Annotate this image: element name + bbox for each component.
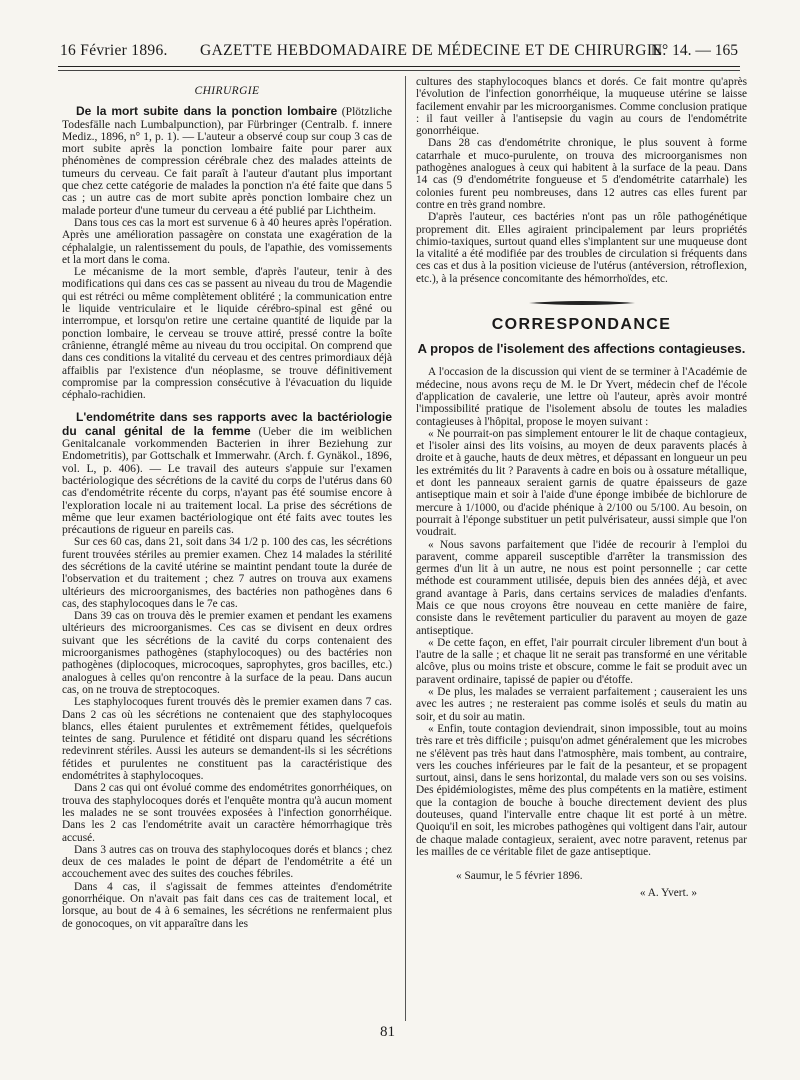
paragraph: Le mécanisme de la mort semble, d'après l'auteur, tenir à des modifications qui dans ces cas se passent au niveau du trou de Magendie qui est rétréci ou même complètement oblitéré ; la communication entre le liquide ventriculaire et le liquide cérébro-spinal est gêné ou interrompue, et lorsqu'on retire une certaine quantité de liquide par la ponction lombaire, le cerveau se trouve attiré, pressé contre la boîte crânienne, étranglé même au niveau du trou occipital. On comprend que dans ces conditions la vitalité du cerveau et des centres primordiaux déjà affaiblis par l'existence d'un néoplasme, se trouve définitivement compromise par la compression consécutive à l'évacuation du liquide céphalo-rachidien.	[62, 266, 392, 402]
article-2	[62, 411, 392, 536]
letter-date: « Saumur, le 5 février 1896.	[456, 870, 583, 883]
article-1-title: De la mort subite dans la ponction lombaire	[76, 104, 338, 119]
paragraph: Sur ces 60 cas, dans 21, soit dans 34 1/2 p. 100 des cas, les sécrétions furent trouvées stériles au premier examen. Chez 14 malades la stérilité des sécrétions de la cavité utérine se maintint pendant toute la durée de l'observation et du traitement ; chez 7 autres on trouva aux examens ultérieurs des microorganismes, des bactéries non pathogènes dans 6 cas, des staphylocoques dans le 7e cas.	[62, 536, 392, 610]
quote-paragraph: « Ne pourrait-on pas simplement entourer le lit de chaque contagieux, et l'isoler ainsi des lits voisins, au moyen de deux paravents placés à droite et à gauche, hauts de deux mètres, et dépassant en longueur un peu les extrémités du lit ? Paravents à cadre en bois ou à ossature métallique, et dont les panneaux seraient garnis de quatre épaisseurs de gaze antiseptique main et soir à l'aide d'une éponge imbibée de bichlorure de mercure à 1/1000, ou d'acide phénique à 2/100 ou 5/100. Au besoin, on pourrait à l'éponge substituer un petit pulvérisateur, aussi simple que l'on voudrait.	[416, 427, 747, 539]
quote-paragraph: « Nous savons parfaitement que l'idée de recourir à l'emploi du paravent, comme appareil susceptible d'arrêter la transmission des germes d'un lit à un autre, ne nous est point personnelle ; car cette méthode est couramment utilisée, depuis bien des années déjà, et avec grand avantage à Paris, dans certains services de maladies d'enfants. Mais ce que nous croyons être nouveau en cette manière de faire, consiste dans le revêtement particulier du paravent au moyen de gaze antiseptique.	[416, 538, 747, 637]
paragraph: Dans 2 cas qui ont évolué comme des endométrites gonorrhéiques, on trouva des staphylocoques dorés et l'enquête montra qu'à aucun moment les malades ne se sont trouvées exposées à l'infection gonorrhéique. Dans les 2 cas l'endométrite avait un caractère hémorrhagique très accusé.	[62, 782, 392, 844]
header-issue-number: N° 14. — 165	[650, 42, 738, 59]
article-1-lead: (Plötzliche Todesfälle nach Lumbalpunction), par Fürbringer (Centralb. f. innere Mediz., 1896, n° 1, p. 1). — L'auteur a observé coup sur coup 3 cas de mort subite après la ponction lombaire faite pour parer aux phénomènes de compression cérébrale chez des malades atteints de tumeurs du cerveau. Ce fait paraît à l'auteur d'autant plus important que chez cette catégorie de malades la ponction n'a été faite que dans 5 cas ; un autre cas de mort subite après ponction lombaire chez un malade porteur d'une tumeur du cerveau a été publié par Lichtheim.	[62, 105, 392, 217]
decorative-ornament	[416, 299, 747, 307]
article-1	[62, 105, 392, 217]
running-header	[60, 42, 738, 64]
header-journal-title: GAZETTE HEBDOMADAIRE DE MÉDECINE ET DE CHIRURGIE.	[200, 42, 667, 59]
header-date: 16 Février 1896.	[60, 42, 168, 59]
ornament-rule-icon	[527, 299, 637, 307]
paragraph: Dans 28 cas d'endométrite chronique, le plus souvent à forme catarrhale et muco-purulente, on trouva des microorganismes non pathogènes analogues à ceux qui habitent à la surface de la peau. Dans 14 cas (9 d'endométrite fongueuse et 5 d'endométrite catarrhale) les colonies furent peu nombreuses, dans 12 autres cas elles furent par contre en très grand nombre.	[416, 137, 747, 211]
letter-signature: « A. Yvert. »	[639, 886, 697, 899]
correspondance-subtitle: A propos de l'isolement des affections contagieuses.	[417, 341, 746, 357]
article-2-title: L'endométrite dans ses rapports avec la bactériologie du canal génital de la femme	[62, 410, 392, 438]
paragraph: Dans 39 cas on trouva dès le premier examen et pendant les examens ultérieurs des microorganismes. Ces cas se divisent en deux ordres suivant que les sécrétions de la cavité du corps contenaient des microorganismes pathogènes (staphylocoques) ou des bactéries non pathogènes (diplocoques, microcoques, saprophytes, gros bacilles, etc.) analogues à celles qu'on rencontre à la surface de la peau. Dans aucun cas, on ne trouva de streptocoques.	[62, 610, 392, 696]
left-column	[62, 78, 392, 930]
section-heading: CHIRURGIE	[194, 85, 260, 97]
header-rule	[58, 66, 740, 67]
paragraph: Dans tous ces cas la mort est survenue 6 à 40 heures après l'opération. Après une amélioration passagère on constata une exagération de la céphalalgie, un ralentissement du pouls, de l'apathie, des vomissements et la mort dans le coma.	[62, 216, 392, 266]
paragraph: Dans 4 cas, il s'agissait de femmes atteintes d'endométrite gonorrhéique. On n'avait pas fait dans ces cas de traitement local, et lorsque, au bout de 4 à 6 semaines, les sécrétions ne renfermaient plus de gonocoques, on vit apparaître dans les	[62, 880, 392, 930]
paragraph: A l'occasion de la discussion qui vient de se terminer à l'Académie de médecine, nous avons reçu de M. le Dr Yvert, médecin chef de l'école d'application de cavalerie, une lettre où l'auteur, après avoir montré l'impossibilité pratique de l'isolement absolu de toutes les maladies contagieuses à l'hôpital, propose le moyen suivant :	[416, 366, 747, 428]
paragraph: Dans 3 autres cas on trouva des staphylocoques dorés et blancs ; chez deux de ces malades le point de départ de l'endométrite a été un accouchement avec des suites des couches fébriles.	[62, 843, 392, 881]
header-rule-thin	[58, 70, 740, 71]
paragraph-continued: cultures des staphylocoques blancs et dorés. Ce fait montre qu'après l'évolution de l'infection gonorrhéique, la muqueuse utérine se laisse facilement envahir par les microorganismes. Comme conclusion pratique : il faut veiller à l'antisepsie du vagin au cours de l'endométrite gonorrhéique.	[416, 76, 747, 138]
quote-paragraph: « De plus, les malades se verraient parfaitement ; causeraient les uns avec les autres ; ne resteraient pas comme isolés et seuls du matin au soir, et du soir au matin.	[416, 686, 747, 723]
page-folio: 81	[380, 1024, 395, 1040]
quote-paragraph: « De cette façon, en effet, l'air pourrait circuler librement d'un bout à l'autre de la salle ; et chaque lit ne serait pas transformé en une véritable alcôve, plus ou moins triste et obscure, comme le fait se produit avec un paravent ordinaire, tapissé de papier ou d'étoffe.	[416, 636, 747, 686]
column-divider	[405, 76, 406, 1021]
quote-paragraph: « Enfin, toute contagion deviendrait, sinon impossible, tout au moins très rare et très difficile ; puisqu'on admet généralement que les microbes ne s'élèvent pas très haut dans l'atmosphère, mais tombent, au contraire, vers les couches inférieures par le fait de la pesanteur, et se propagent surtout, ainsi, dans le sens horizontal, du malade vers son ou ses voisins. Des épidémiologistes, même des plus compétents en la matière, estiment que la contagion de bouche à bouche directement devient des plus douteuses, quand l'intervalle entre chaque lit est porté à un mètre. Quoiqu'il en soit, les microbes pathogènes qui voltigent dans l'air, autour de chaque malade contagieux, seraient, avec notre paravent, retenus par les mailles de ce véritable filet de gaze antiseptique.	[416, 722, 747, 858]
article-2-lead: (Ueber die im weiblichen Genitalcanale vorkommenden Bacterien in ihrer Beziehung zur Endometritis), par Gottschalk et Immerwahr. (Arch. f. Gynäkol., 1896, vol. L, p. 406). — Le travail des auteurs s'appuie sur l'examen bactériologique des sécrétions de la cavité du corps de l'utérus dans 60 cas d'endométrite récente du corps, n'ayant pas été soumise encore à l'exploration locale ni au traitement local. La prise des sécrétions de même que leur examen bactériologique ont été faits avec toutes les précautions de rigueur en pareils cas.	[62, 424, 392, 537]
right-column	[416, 76, 747, 899]
paragraph: Les staphylocoques furent trouvés dès le premier examen dans 7 cas. Dans 2 cas où les sécrétions ne contenaient que des staphylocoques blancs, elles étaient purulentes et extrêmement fétides, quelquefois teintes de sang. Purulence et fétidité ont disparu quand les sécrétions redevinrent stériles. Aussi les auteurs se demandent-ils si les sécrétions fétides et purulentes ne constituent pas la caractéristique des endométrites à staphylocoques.	[62, 696, 392, 783]
correspondance-heading: CORRESPONDANCE	[491, 316, 672, 334]
paragraph: D'après l'auteur, ces bactéries n'ont pas un rôle pathogénétique proprement dit. Elles agiraient principalement par leurs propriétés chimio-taxiques, surtout quand elles s'implantent sur une muqueuse dont la vitalité a été modifiée par des troubles de circulation si fréquents dans ces cas et dus à la position vicieuse de l'utérus (antéversion, rétroflexion, etc.), à la présence concomitante des hémorrhoïdes, etc.	[416, 211, 747, 285]
